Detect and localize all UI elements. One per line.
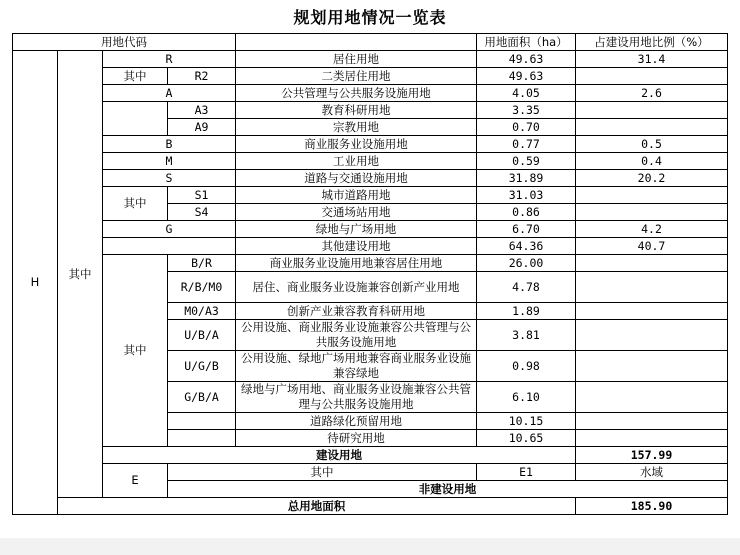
ratio-cell bbox=[576, 255, 728, 272]
ratio-cell: 20.2 bbox=[576, 170, 728, 187]
h-qizhong: 其中 bbox=[58, 51, 103, 498]
area-cell: 6.10 bbox=[477, 382, 576, 413]
ratio-cell: 0.4 bbox=[576, 153, 728, 170]
land-code-cell: S1 bbox=[168, 187, 236, 204]
table-cell bbox=[103, 102, 168, 136]
land-name-cell: 教育科研用地 bbox=[236, 102, 477, 119]
land-name-cell: 宗教用地 bbox=[236, 119, 477, 136]
header-ratio: 占建设用地比例（%） bbox=[576, 34, 728, 51]
ratio-cell: 40.7 bbox=[576, 238, 728, 255]
land-name-cell: 其他建设用地 bbox=[236, 238, 477, 255]
ratio-cell bbox=[576, 430, 728, 447]
qizhong-label: 其中 bbox=[168, 464, 477, 481]
ratio-cell bbox=[576, 102, 728, 119]
ratio-cell: 2.6 bbox=[576, 85, 728, 102]
table-row bbox=[13, 68, 728, 85]
area-cell: 0.59 bbox=[477, 153, 576, 170]
land-code-cell: B bbox=[103, 136, 236, 153]
land-code-cell: A9 bbox=[168, 119, 236, 136]
table-cell bbox=[103, 238, 236, 255]
ratio-cell bbox=[576, 204, 728, 221]
land-name-cell: 工业用地 bbox=[236, 153, 477, 170]
land-code-cell: U/G/B bbox=[168, 351, 236, 382]
table-row bbox=[13, 102, 728, 119]
table-row bbox=[13, 153, 728, 170]
area-cell: 26.00 bbox=[477, 255, 576, 272]
land-name-cell: 绿地与广场用地 bbox=[236, 221, 477, 238]
qizhong-label: 其中 bbox=[103, 255, 168, 447]
land-code-cell: B/R bbox=[168, 255, 236, 272]
ratio-cell bbox=[576, 320, 728, 351]
land-code-cell: U/B/A bbox=[168, 320, 236, 351]
table-row bbox=[13, 51, 728, 68]
table-row bbox=[13, 170, 728, 187]
area-cell: 157.99 bbox=[576, 447, 728, 464]
land-name-cell: 城市道路用地 bbox=[236, 187, 477, 204]
land-name-cell: 创新产业兼容教育科研用地 bbox=[236, 303, 477, 320]
qizhong-label: 其中 bbox=[103, 68, 168, 85]
ratio-cell bbox=[576, 272, 728, 303]
ratio-cell bbox=[576, 382, 728, 413]
land-name-cell: 道路与交通设施用地 bbox=[236, 170, 477, 187]
land-name-cell: 商业服务业设施用地兼容居住用地 bbox=[236, 255, 477, 272]
land-code-cell: R/B/M0 bbox=[168, 272, 236, 303]
land-name-cell: 居住、商业服务业设施兼容创新产业用地 bbox=[236, 272, 477, 303]
area-cell: 0.70 bbox=[477, 119, 576, 136]
area-cell: 0.98 bbox=[477, 351, 576, 382]
area-cell: 0.86 bbox=[477, 204, 576, 221]
area-cell: 31.89 bbox=[477, 170, 576, 187]
land-name-cell: 公共管理与公共服务设施用地 bbox=[236, 85, 477, 102]
area-cell: 10.65 bbox=[477, 430, 576, 447]
table-cell bbox=[168, 413, 236, 430]
area-cell: 1.89 bbox=[477, 303, 576, 320]
land-name-cell: 非建设用地 bbox=[168, 481, 728, 498]
land-name-cell: 建设用地 bbox=[103, 447, 576, 464]
area-cell: 4.05 bbox=[477, 85, 576, 102]
header-row bbox=[13, 34, 728, 51]
land-name-cell: 道路绿化预留用地 bbox=[236, 413, 477, 430]
land-code-cell: R bbox=[103, 51, 236, 68]
land-name-cell: 公用设施、绿地广场用地兼容商业服务业设施兼容绿地 bbox=[236, 351, 477, 382]
land-name-cell: 待研究用地 bbox=[236, 430, 477, 447]
land-code-cell: A3 bbox=[168, 102, 236, 119]
ratio-cell bbox=[576, 413, 728, 430]
area-cell: 49.63 bbox=[477, 68, 576, 85]
land-use-table bbox=[12, 33, 728, 515]
construction-total-row bbox=[13, 447, 728, 464]
table-row bbox=[13, 85, 728, 102]
ratio-cell: 0.5 bbox=[576, 136, 728, 153]
area-cell: 0.77 bbox=[477, 136, 576, 153]
land-code-cell: M0/A3 bbox=[168, 303, 236, 320]
land-name-cell: 总用地面积 bbox=[58, 498, 576, 515]
land-name-cell: 居住用地 bbox=[236, 51, 477, 68]
land-code-cell: S4 bbox=[168, 204, 236, 221]
land-name-cell: 水域 bbox=[576, 464, 728, 481]
table-row bbox=[13, 255, 728, 272]
ratio-cell bbox=[576, 119, 728, 136]
land-code-cell: R2 bbox=[168, 68, 236, 85]
table-row bbox=[13, 221, 728, 238]
table-cell bbox=[168, 430, 236, 447]
area-cell: 49.63 bbox=[477, 51, 576, 68]
h-category: H bbox=[13, 51, 58, 515]
ratio-cell bbox=[576, 303, 728, 320]
land-code-cell: E1 bbox=[477, 464, 576, 481]
header-area: 用地面积（ha） bbox=[477, 34, 576, 51]
ratio-cell bbox=[576, 351, 728, 382]
area-cell: 10.15 bbox=[477, 413, 576, 430]
grand-total-row bbox=[13, 498, 728, 515]
ratio-cell bbox=[576, 187, 728, 204]
area-cell: 31.03 bbox=[477, 187, 576, 204]
land-code-cell: A bbox=[103, 85, 236, 102]
area-cell: 4.78 bbox=[477, 272, 576, 303]
header-name-empty bbox=[236, 34, 477, 51]
land-code-cell: M bbox=[103, 153, 236, 170]
qizhong-label: 其中 bbox=[103, 187, 168, 221]
land-name-cell: 绿地与广场用地、商业服务业设施兼容公共管理与公共服务设施用地 bbox=[236, 382, 477, 413]
land-name-cell: 公用设施、商业服务业设施兼容公共管理与公共服务设施用地 bbox=[236, 320, 477, 351]
table-row bbox=[13, 464, 728, 481]
table-row bbox=[13, 187, 728, 204]
area-cell: 64.36 bbox=[477, 238, 576, 255]
area-cell: 6.70 bbox=[477, 221, 576, 238]
e-category: E bbox=[103, 464, 168, 498]
land-name-cell: 交通场站用地 bbox=[236, 204, 477, 221]
ratio-cell: 31.4 bbox=[576, 51, 728, 68]
bottom-strip bbox=[0, 538, 740, 555]
table-row bbox=[13, 136, 728, 153]
land-code-cell: S bbox=[103, 170, 236, 187]
land-code-cell: G/B/A bbox=[168, 382, 236, 413]
land-name-cell: 商业服务业设施用地 bbox=[236, 136, 477, 153]
land-name-cell: 二类居住用地 bbox=[236, 68, 477, 85]
area-cell: 3.81 bbox=[477, 320, 576, 351]
header-code: 用地代码 bbox=[13, 34, 236, 51]
ratio-cell bbox=[576, 68, 728, 85]
table-title: 规划用地情况一览表 bbox=[293, 8, 447, 27]
area-cell: 3.35 bbox=[477, 102, 576, 119]
land-code-cell: G bbox=[103, 221, 236, 238]
ratio-cell: 4.2 bbox=[576, 221, 728, 238]
area-cell: 185.90 bbox=[576, 498, 728, 515]
table-row bbox=[13, 238, 728, 255]
